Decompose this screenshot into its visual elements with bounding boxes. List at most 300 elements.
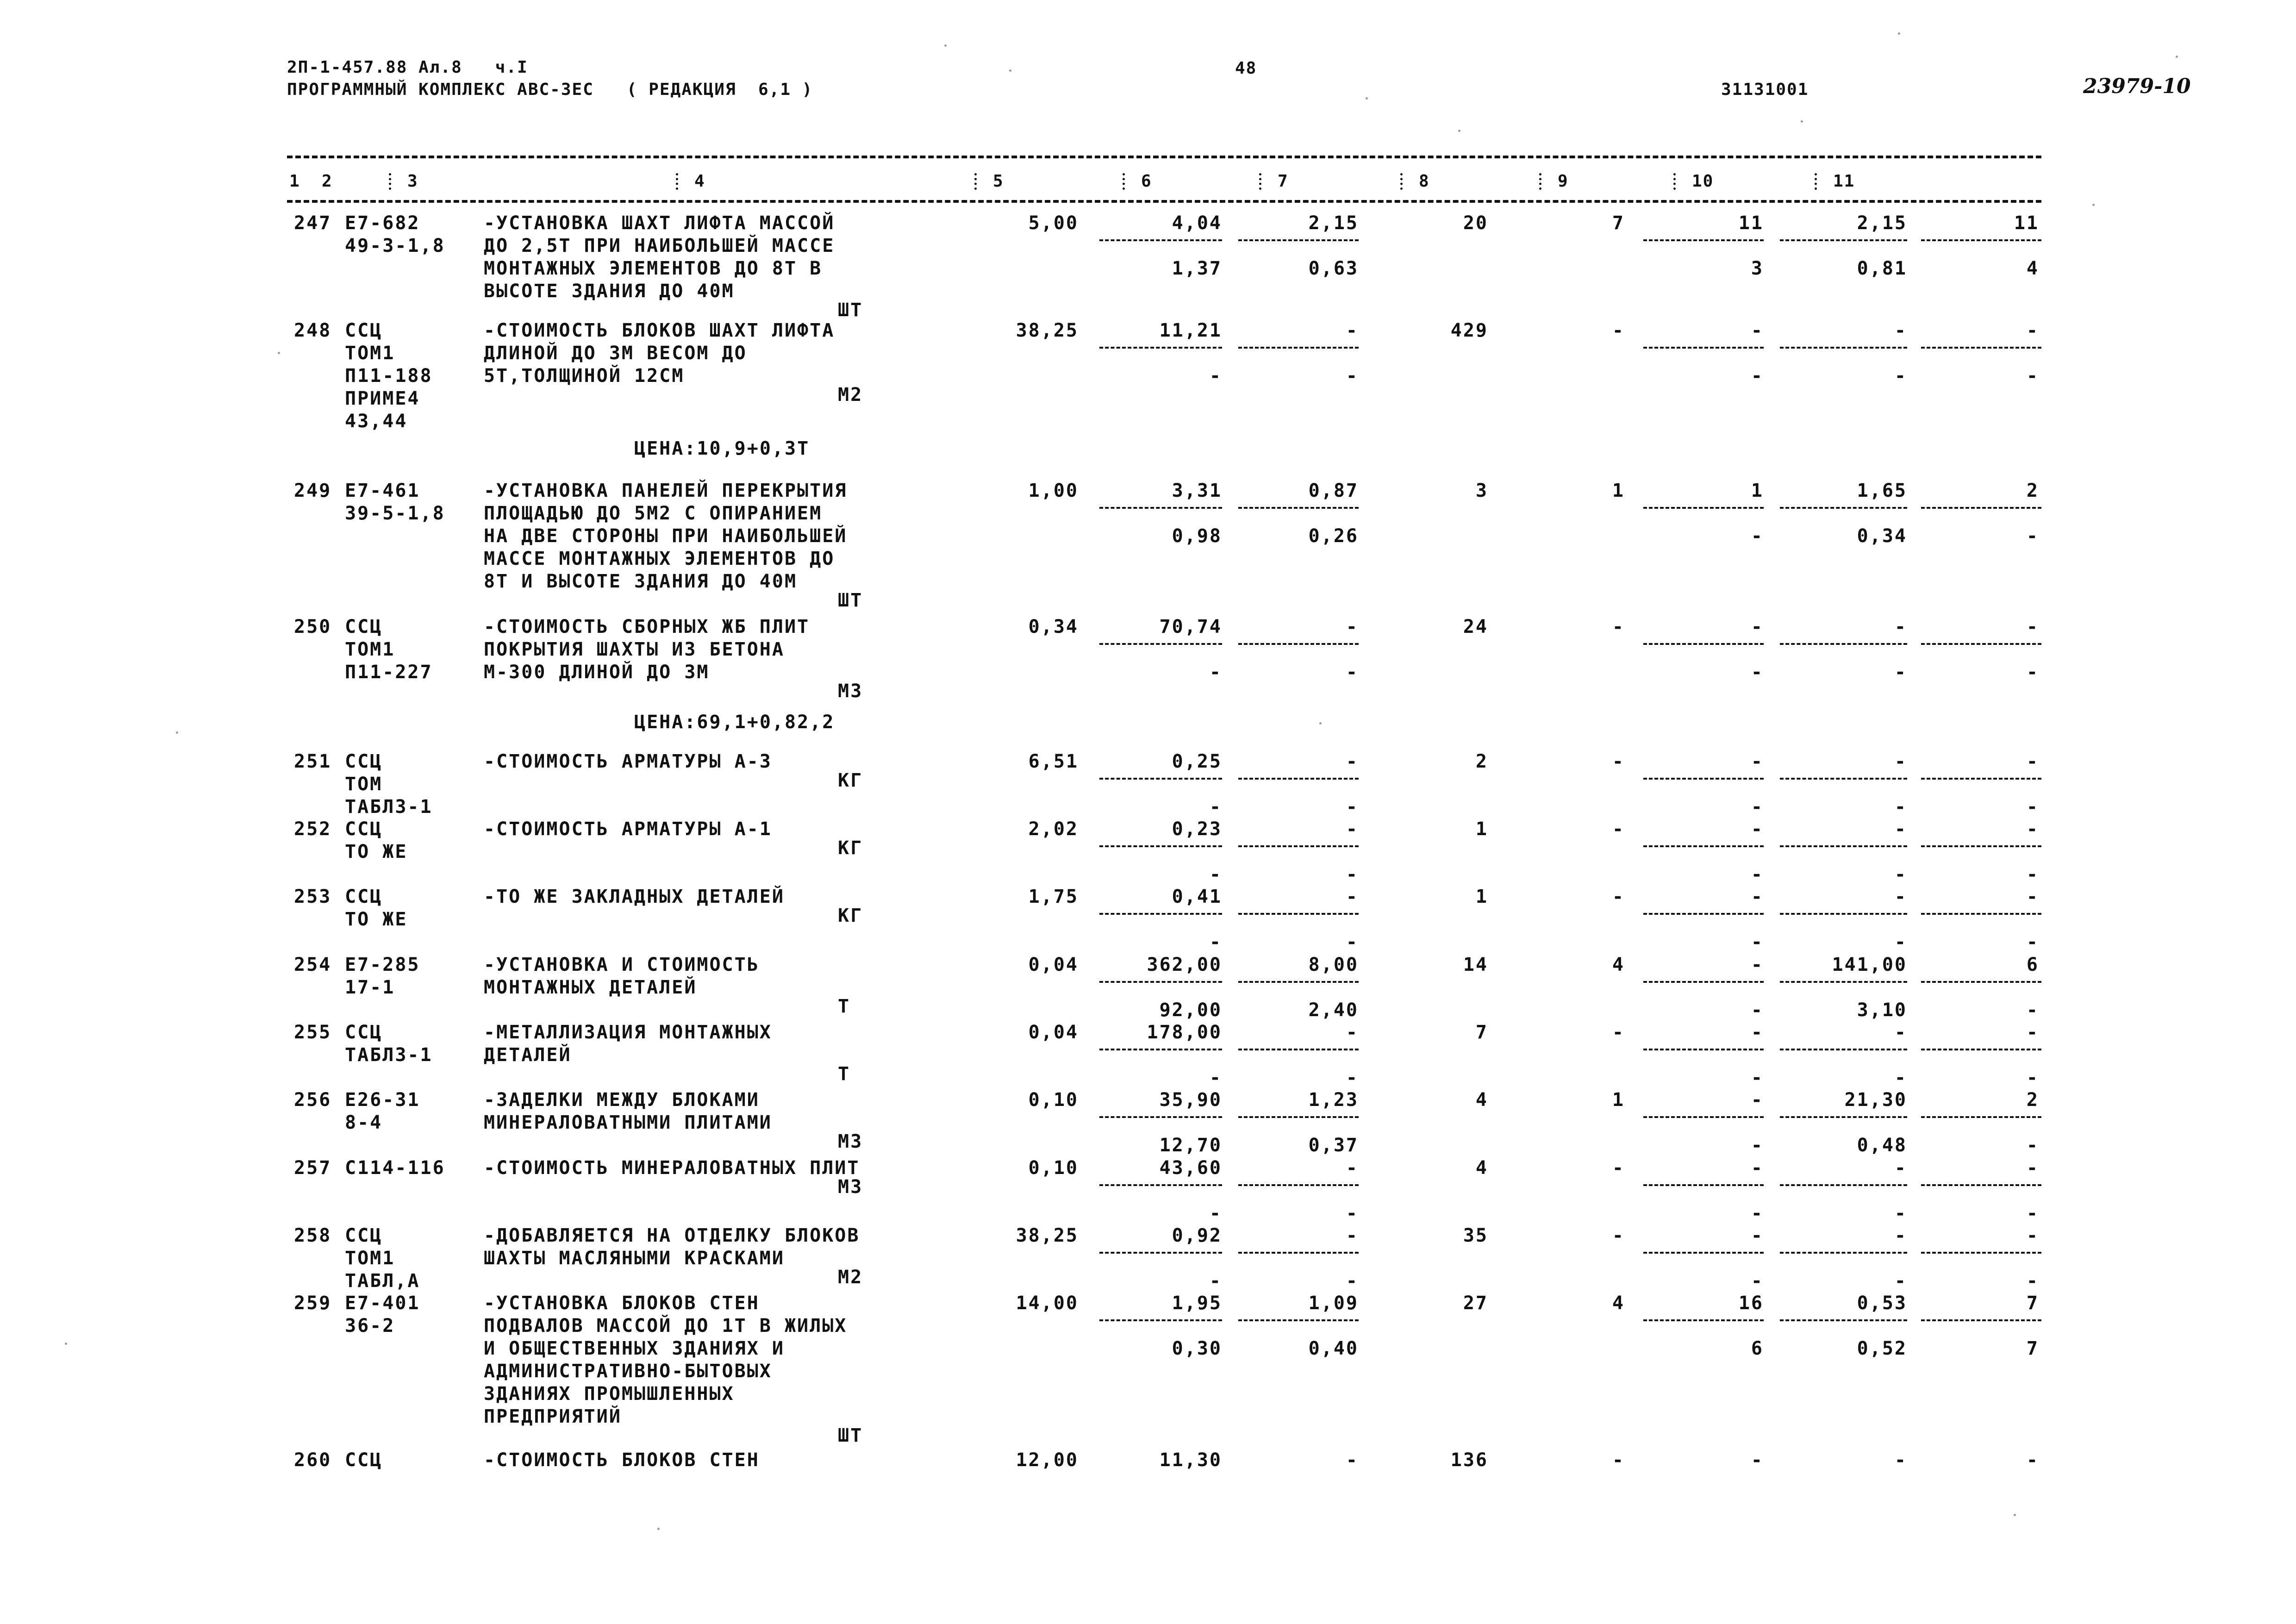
value-c6: 0,87 <box>1308 480 1359 501</box>
work-description: ЗДАНИЯХ ПРОМЫШЛЕННЫХ <box>484 1383 735 1405</box>
scan-speck <box>1366 97 1368 100</box>
value-c9: - <box>1751 1449 1764 1471</box>
column-separator <box>389 173 394 190</box>
value-c10: 21,30 <box>1844 1089 1907 1111</box>
value-c7: 20 <box>1463 212 1488 234</box>
value-c6: - <box>1346 751 1359 772</box>
value-c4: 12,00 <box>1016 1449 1079 1471</box>
value-c9: 1 <box>1751 480 1764 501</box>
value-c4: 1,75 <box>1028 886 1079 907</box>
subtotal-divider <box>1921 1116 2041 1118</box>
unit-of-measure: Т <box>838 996 851 1017</box>
work-description: МОНТАЖНЫХ ДЕТАЛЕЙ <box>484 977 697 998</box>
value-c6b: 2,40 <box>1308 999 1359 1021</box>
subtotal-divider <box>1780 1116 1907 1118</box>
value-c11b: - <box>2026 365 2039 387</box>
value-c5: 178,00 <box>1147 1022 1222 1043</box>
value-c5: 35,90 <box>1159 1089 1222 1111</box>
scan-speck <box>1898 32 1900 35</box>
value-c5: 43,60 <box>1159 1157 1222 1179</box>
work-description: -ДОБАВЛЯЕТСЯ НА ОТДЕЛКУ БЛОКОВ <box>484 1225 860 1246</box>
value-c9: - <box>1751 818 1764 840</box>
column-separator <box>1123 173 1128 190</box>
subtotal-divider <box>1643 239 1764 241</box>
value-c11: - <box>2026 616 2039 637</box>
subtotal-divider <box>1643 981 1764 983</box>
column-header-1: 1 <box>289 172 300 191</box>
value-c5: 4,04 <box>1172 212 1222 234</box>
value-c6: - <box>1346 1157 1359 1179</box>
value-c9b: - <box>1751 796 1764 818</box>
subtotal-divider <box>1780 1319 1907 1321</box>
scan-speck <box>2176 56 2178 58</box>
subtotal-divider <box>1643 347 1764 349</box>
subtotal-divider <box>1643 1116 1764 1118</box>
price-note: ЦЕНА:69,1+0,82,2 <box>634 712 835 733</box>
subtotal-divider <box>1643 507 1764 509</box>
value-c7: 4 <box>1475 1089 1488 1111</box>
unit-of-measure: ШТ <box>838 300 863 321</box>
row-number: 257 <box>294 1157 332 1179</box>
value-c6b: - <box>1346 1270 1359 1292</box>
column-header-7: 7 <box>1278 172 1289 191</box>
subtotal-divider <box>1238 643 1359 645</box>
subtotal-divider <box>1921 507 2041 509</box>
value-c10: - <box>1894 1449 1907 1471</box>
value-c9: - <box>1751 1157 1764 1179</box>
column-separator <box>1400 173 1405 190</box>
value-c11b: - <box>2026 1270 2039 1292</box>
value-c5b: - <box>1209 1270 1222 1292</box>
value-c7: 2 <box>1475 751 1488 772</box>
row-number: 254 <box>294 954 332 975</box>
unit-of-measure: ШТ <box>838 590 863 611</box>
value-c5: 11,30 <box>1159 1449 1222 1471</box>
value-c5: 362,00 <box>1147 954 1222 975</box>
value-c11: 11 <box>2014 212 2039 234</box>
row-number: 247 <box>294 212 332 234</box>
subtotal-divider <box>1238 1319 1359 1321</box>
subtotal-divider <box>1238 507 1359 509</box>
value-c5b: 12,70 <box>1159 1135 1222 1156</box>
value-c4: 6,51 <box>1028 751 1079 772</box>
value-c8: 4 <box>1612 954 1625 975</box>
value-c10: 141,00 <box>1832 954 1907 975</box>
value-c8: - <box>1612 1157 1625 1179</box>
value-c10b: - <box>1894 1203 1907 1224</box>
column-separator <box>676 173 681 190</box>
work-description: МАССЕ МОНТАЖНЫХ ЭЛЕМЕНТОВ ДО <box>484 548 835 569</box>
program-title: ПРОГРАММНЫЙ КОМПЛЕКС АВС-3ЕС ( РЕДАКЦИЯ 6,1 ) <box>287 80 813 99</box>
subtotal-divider <box>1643 1049 1764 1050</box>
value-c6: - <box>1346 886 1359 907</box>
value-c8: 1 <box>1612 480 1625 501</box>
value-c4: 0,10 <box>1028 1157 1079 1179</box>
value-c4: 0,34 <box>1028 616 1079 637</box>
value-c10b: 0,81 <box>1857 258 1907 279</box>
value-c10b: - <box>1894 1067 1907 1088</box>
value-c5b: 0,30 <box>1172 1338 1222 1359</box>
value-c6b: 0,26 <box>1308 525 1359 547</box>
subtotal-divider <box>1238 1184 1359 1186</box>
column-separator <box>1815 173 1820 190</box>
work-description: -ЗАДЕЛКИ МЕЖДУ БЛОКАМИ <box>484 1089 760 1111</box>
value-c4: 0,04 <box>1028 954 1079 975</box>
scan-speck <box>65 1343 67 1345</box>
row-number: 251 <box>294 751 332 772</box>
value-c5b: 1,37 <box>1172 258 1222 279</box>
value-c7: 35 <box>1463 1225 1488 1246</box>
value-c7: 3 <box>1475 480 1488 501</box>
value-c10b: - <box>1894 796 1907 818</box>
norm-code: Е7-682 <box>345 212 420 234</box>
work-description: АДМИНИСТРАТИВНО-БЫТОВЫХ <box>484 1361 772 1382</box>
value-c9b: - <box>1751 1203 1764 1224</box>
subtotal-divider <box>1099 347 1222 349</box>
value-c11: - <box>2026 1225 2039 1246</box>
norm-code: ССЦ <box>345 1022 383 1043</box>
column-header-9: 9 <box>1558 172 1569 191</box>
value-c11: - <box>2026 751 2039 772</box>
value-c9: 11 <box>1738 212 1764 234</box>
value-c10b: - <box>1894 365 1907 387</box>
value-c5b: - <box>1209 796 1222 818</box>
work-description: ДЕТАЛЕЙ <box>484 1044 572 1066</box>
subtotal-divider <box>1921 1252 2041 1254</box>
archive-stamp: 23979-10 <box>2083 75 2191 98</box>
value-c11: - <box>2026 818 2039 840</box>
norm-code: ТАБЛ3-1 <box>345 796 433 818</box>
value-c7: 1 <box>1475 886 1488 907</box>
subtotal-divider <box>1238 778 1359 780</box>
value-c6b: 0,37 <box>1308 1135 1359 1156</box>
value-c4: 1,00 <box>1028 480 1079 501</box>
work-description: ШАХТЫ МАСЛЯНЫМИ КРАСКАМИ <box>484 1248 785 1269</box>
value-c7: 14 <box>1463 954 1488 975</box>
norm-code: Е26-31 <box>345 1089 420 1111</box>
work-description: МИНЕРАЛОВАТНЫМИ ПЛИТАМИ <box>484 1112 772 1133</box>
value-c6: 8,00 <box>1308 954 1359 975</box>
table-header-rule <box>287 200 2041 203</box>
work-description: -ТО ЖЕ ЗАКЛАДНЫХ ДЕТАЛЕЙ <box>484 886 785 907</box>
value-c6b: - <box>1346 864 1359 885</box>
value-c8: 1 <box>1612 1089 1625 1111</box>
value-c10b: - <box>1894 1270 1907 1292</box>
work-description: 8Т И ВЫСОТЕ ЗДАНИЯ ДО 40М <box>484 571 798 592</box>
value-c9b: - <box>1751 931 1764 953</box>
column-header-4: 4 <box>694 172 705 191</box>
value-c9b: - <box>1751 365 1764 387</box>
value-c11: 6 <box>2026 954 2039 975</box>
value-c9b: - <box>1751 999 1764 1021</box>
column-header-5: 5 <box>993 172 1004 191</box>
value-c11: - <box>2026 1449 2039 1471</box>
value-c11b: - <box>2026 662 2039 683</box>
value-c10: - <box>1894 1157 1907 1179</box>
value-c8: - <box>1612 1022 1625 1043</box>
value-c6: - <box>1346 1449 1359 1471</box>
subtotal-divider <box>1780 1184 1907 1186</box>
row-number: 249 <box>294 480 332 501</box>
value-c7: 136 <box>1450 1449 1488 1471</box>
unit-of-measure: М3 <box>838 1176 863 1198</box>
value-c10: - <box>1894 320 1907 341</box>
subtotal-divider <box>1780 1252 1907 1254</box>
value-c9: - <box>1751 751 1764 772</box>
value-c4: 38,25 <box>1016 1225 1079 1246</box>
subtotal-divider <box>1780 778 1907 780</box>
value-c11b: - <box>2026 525 2039 547</box>
work-description: -СТОИМОСТЬ СБОРНЫХ ЖБ ПЛИТ <box>484 616 810 637</box>
subtotal-divider <box>1099 507 1222 509</box>
scan-speck <box>2014 1514 2016 1516</box>
value-c4: 5,00 <box>1028 212 1079 234</box>
norm-code: 39-5-1,8 <box>345 503 445 524</box>
value-c11: 7 <box>2026 1293 2039 1314</box>
column-header-6: 6 <box>1141 172 1152 191</box>
value-c11: - <box>2026 320 2039 341</box>
value-c5b: - <box>1209 1203 1222 1224</box>
value-c8: 7 <box>1612 212 1625 234</box>
work-description: -УСТАНОВКА ПАНЕЛЕЙ ПЕРЕКРЫТИЯ <box>484 480 848 501</box>
value-c9: 16 <box>1738 1293 1764 1314</box>
subtotal-divider <box>1643 1184 1764 1186</box>
document-code: 31131001 <box>1721 80 1809 99</box>
page-number: 48 <box>1235 59 1257 78</box>
value-c10b: 0,34 <box>1857 525 1907 547</box>
work-description: ДЛИНОЙ ДО 3М ВЕСОМ ДО <box>484 343 747 364</box>
value-c11: 2 <box>2026 480 2039 501</box>
value-c11b: - <box>2026 864 2039 885</box>
value-c10: - <box>1894 1022 1907 1043</box>
value-c9b: - <box>1751 1270 1764 1292</box>
subtotal-divider <box>1643 913 1764 915</box>
value-c11b: - <box>2026 1135 2039 1156</box>
unit-of-measure: КГ <box>838 837 863 859</box>
norm-code: С114-116 <box>345 1157 445 1179</box>
value-c6b: 0,63 <box>1308 258 1359 279</box>
value-c9: - <box>1751 886 1764 907</box>
subtotal-divider <box>1099 981 1222 983</box>
norm-code: Е7-461 <box>345 480 420 501</box>
value-c6: - <box>1346 320 1359 341</box>
work-description: ПОКРЫТИЯ ШАХТЫ ИЗ БЕТОНА <box>484 639 785 660</box>
subtotal-divider <box>1099 643 1222 645</box>
value-c7: 429 <box>1450 320 1488 341</box>
value-c11b: - <box>2026 999 2039 1021</box>
row-number: 260 <box>294 1449 332 1471</box>
norm-code: ТАБЛ,А <box>345 1270 420 1292</box>
norm-code: 8-4 <box>345 1112 383 1133</box>
value-c5b: 0,98 <box>1172 525 1222 547</box>
scan-speck <box>176 731 178 734</box>
subtotal-divider <box>1780 1049 1907 1050</box>
value-c5b: - <box>1209 864 1222 885</box>
value-c5: 0,23 <box>1172 818 1222 840</box>
norm-code: П11-188 <box>345 365 433 387</box>
subtotal-divider <box>1921 239 2041 241</box>
scan-speck <box>1801 120 1803 123</box>
subtotal-divider <box>1921 347 2041 349</box>
row-number: 252 <box>294 818 332 840</box>
column-separator <box>1539 173 1544 190</box>
subtotal-divider <box>1238 1252 1359 1254</box>
value-c7: 7 <box>1475 1022 1488 1043</box>
norm-code: 17-1 <box>345 977 395 998</box>
value-c9: - <box>1751 616 1764 637</box>
value-c10: - <box>1894 818 1907 840</box>
subtotal-divider <box>1921 1319 2041 1321</box>
row-number: 259 <box>294 1293 332 1314</box>
value-c8: - <box>1612 616 1625 637</box>
subtotal-divider <box>1099 1116 1222 1118</box>
scan-speck <box>1319 722 1322 725</box>
value-c6: - <box>1346 1225 1359 1246</box>
value-c5b: 92,00 <box>1159 999 1222 1021</box>
subtotal-divider <box>1921 845 2041 847</box>
work-description: ПЛОЩАДЬЮ ДО 5М2 С ОПИРАНИЕМ <box>484 503 823 524</box>
value-c10: - <box>1894 886 1907 907</box>
norm-code: ТАБЛ3-1 <box>345 1044 433 1066</box>
value-c6: - <box>1346 1022 1359 1043</box>
scan-speck <box>1458 130 1460 132</box>
work-description: -СТОИМОСТЬ АРМАТУРЫ А-1 <box>484 818 772 840</box>
value-c6b: - <box>1346 662 1359 683</box>
work-description: МОНТАЖНЫХ ЭЛЕМЕНТОВ ДО 8Т В <box>484 258 823 279</box>
value-c6b: - <box>1346 1203 1359 1224</box>
column-separator <box>1673 173 1678 190</box>
value-c8: - <box>1612 818 1625 840</box>
work-description: ПОДВАЛОВ МАССОЙ ДО 1Т В ЖИЛЫХ <box>484 1315 848 1337</box>
norm-code: ССЦ <box>345 818 383 840</box>
value-c5: 11,21 <box>1159 320 1222 341</box>
subtotal-divider <box>1099 913 1222 915</box>
row-number: 248 <box>294 320 332 341</box>
value-c6b: - <box>1346 1067 1359 1088</box>
value-c9: - <box>1751 1022 1764 1043</box>
subtotal-divider <box>1780 347 1907 349</box>
norm-code: ТО ЖЕ <box>345 909 408 930</box>
work-description: -СТОИМОСТЬ АРМАТУРЫ А-3 <box>484 751 772 772</box>
work-description: ВЫСОТЕ ЗДАНИЯ ДО 40М <box>484 281 735 302</box>
value-c5b: - <box>1209 1067 1222 1088</box>
value-c10b: - <box>1894 662 1907 683</box>
value-c9: - <box>1751 1225 1764 1246</box>
subtotal-divider <box>1780 239 1907 241</box>
value-c9: - <box>1751 954 1764 975</box>
value-c10b: 0,48 <box>1857 1135 1907 1156</box>
value-c11: 2 <box>2026 1089 2039 1111</box>
row-number: 255 <box>294 1022 332 1043</box>
price-note: ЦЕНА:10,9+0,3Т <box>634 438 810 459</box>
column-header-8: 8 <box>1419 172 1430 191</box>
subtotal-divider <box>1099 1049 1222 1050</box>
value-c10b: 0,52 <box>1857 1338 1907 1359</box>
work-description: ПРЕДПРИЯТИЙ <box>484 1406 622 1427</box>
row-number: 256 <box>294 1089 332 1111</box>
subtotal-divider <box>1643 845 1764 847</box>
scan-speck <box>278 352 280 354</box>
value-c4: 2,02 <box>1028 818 1079 840</box>
subtotal-divider <box>1921 913 2041 915</box>
unit-of-measure: М3 <box>838 681 863 702</box>
value-c4: 0,04 <box>1028 1022 1079 1043</box>
value-c9b: - <box>1751 525 1764 547</box>
value-c7: 24 <box>1463 616 1488 637</box>
work-description: -СТОИМОСТЬ БЛОКОВ ШАХТ ЛИФТА <box>484 320 835 341</box>
value-c10: - <box>1894 1225 1907 1246</box>
subtotal-divider <box>1921 778 2041 780</box>
work-description: М-300 ДЛИНОЙ ДО 3М <box>484 662 710 683</box>
subtotal-divider <box>1643 643 1764 645</box>
norm-code: ТОМ <box>345 774 383 795</box>
value-c10b: - <box>1894 864 1907 885</box>
scan-speck <box>657 1528 660 1530</box>
value-c8: - <box>1612 886 1625 907</box>
work-description: 5Т,ТОЛЩИНОЙ 12СМ <box>484 365 685 387</box>
column-header-11: 11 <box>1833 172 1855 191</box>
column-header-10: 10 <box>1692 172 1714 191</box>
work-description: -УСТАНОВКА БЛОКОВ СТЕН <box>484 1293 760 1314</box>
value-c6b: - <box>1346 931 1359 953</box>
value-c8: - <box>1612 751 1625 772</box>
value-c6: 1,23 <box>1308 1089 1359 1111</box>
value-c6: - <box>1346 818 1359 840</box>
value-c7: 4 <box>1475 1157 1488 1179</box>
subtotal-divider <box>1238 913 1359 915</box>
norm-code: ССЦ <box>345 886 383 907</box>
value-c5: 0,41 <box>1172 886 1222 907</box>
value-c10: 2,15 <box>1857 212 1907 234</box>
value-c5: 0,25 <box>1172 751 1222 772</box>
norm-code: ССЦ <box>345 1449 383 1471</box>
value-c4: 14,00 <box>1016 1293 1079 1314</box>
value-c11: - <box>2026 1157 2039 1179</box>
norm-code: Е7-401 <box>345 1293 420 1314</box>
value-c9: - <box>1751 320 1764 341</box>
subtotal-divider <box>1921 643 2041 645</box>
norm-code: ТОМ1 <box>345 343 395 364</box>
norm-code: 36-2 <box>345 1315 395 1337</box>
column-separator <box>1259 173 1264 190</box>
column-header-3: 3 <box>407 172 418 191</box>
norm-code: ТОМ1 <box>345 639 395 660</box>
norm-code: Е7-285 <box>345 954 420 975</box>
value-c9b: 3 <box>1751 258 1764 279</box>
value-c10b: 3,10 <box>1857 999 1907 1021</box>
row-number: 250 <box>294 616 332 637</box>
subtotal-divider <box>1099 845 1222 847</box>
unit-of-measure: КГ <box>838 905 863 926</box>
value-c6b: - <box>1346 796 1359 818</box>
scan-speck <box>1009 69 1011 72</box>
subtotal-divider <box>1921 981 2041 983</box>
value-c11b: - <box>2026 1067 2039 1088</box>
work-description: НА ДВЕ СТОРОНЫ ПРИ НАИБОЛЬШЕЙ <box>484 525 848 547</box>
value-c9b: 6 <box>1751 1338 1764 1359</box>
value-c4: 0,10 <box>1028 1089 1079 1111</box>
subtotal-divider <box>1921 1049 2041 1050</box>
value-c5b: - <box>1209 662 1222 683</box>
value-c7: 27 <box>1463 1293 1488 1314</box>
norm-code: ТО ЖЕ <box>345 841 408 862</box>
table-top-rule <box>287 156 2041 158</box>
value-c9b: - <box>1751 864 1764 885</box>
value-c5: 0,92 <box>1172 1225 1222 1246</box>
norm-code: ССЦ <box>345 1225 383 1246</box>
subtotal-divider <box>1238 239 1359 241</box>
subtotal-divider <box>1643 778 1764 780</box>
